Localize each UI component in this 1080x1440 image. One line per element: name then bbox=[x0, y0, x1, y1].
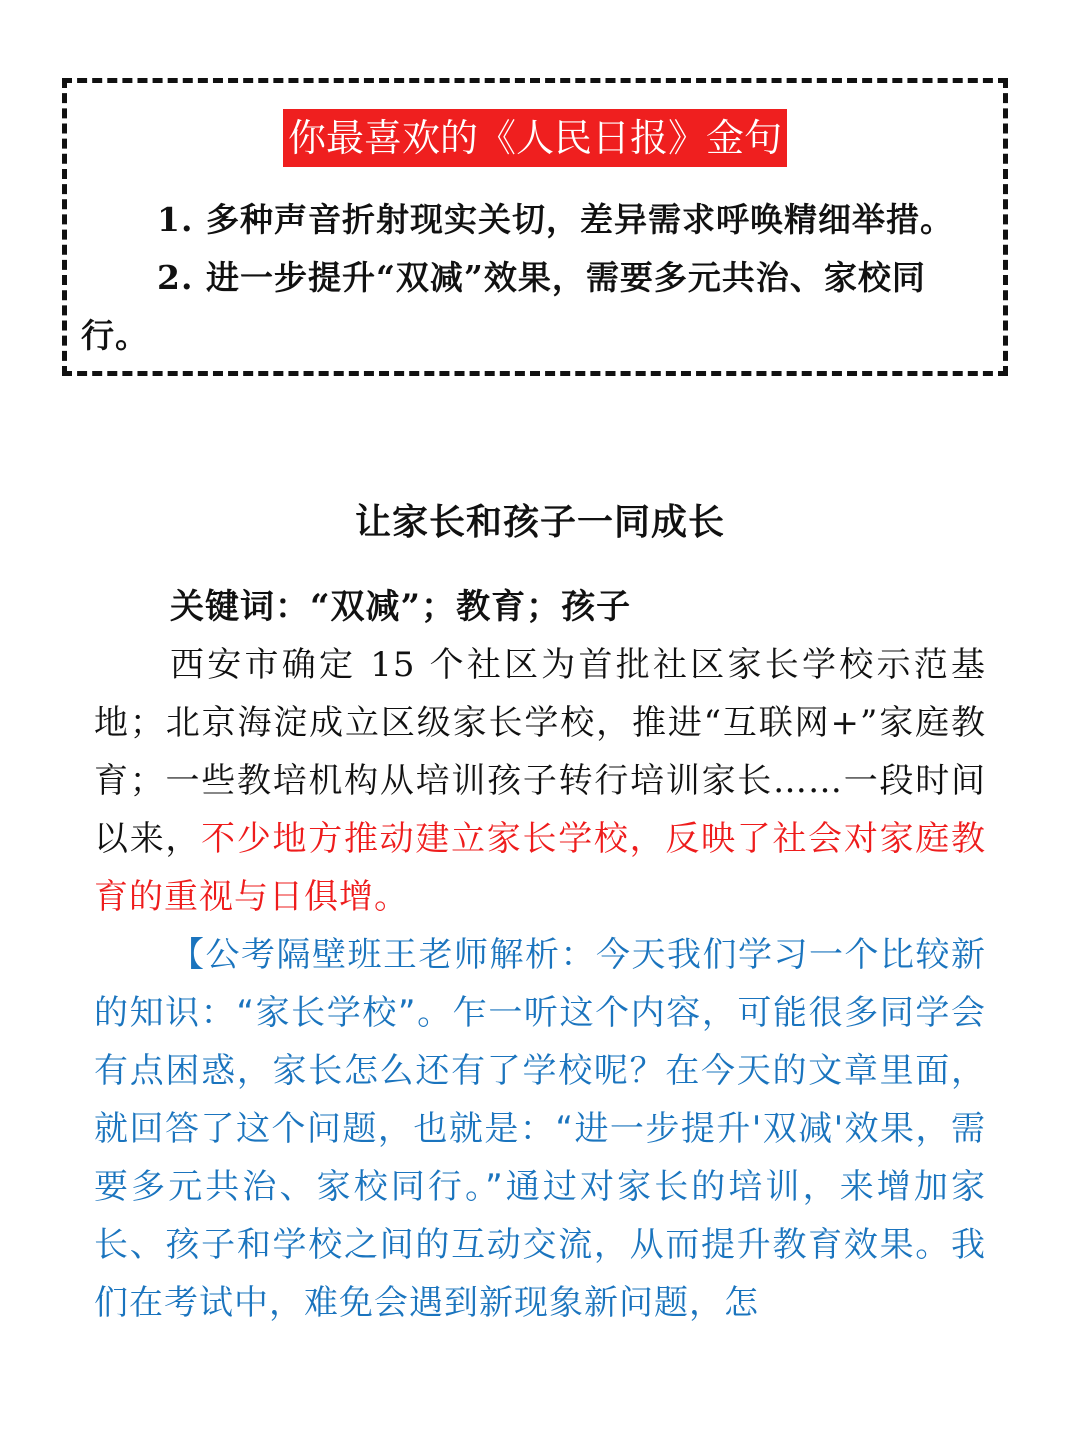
article-title: 让家长和孩子一同成长 bbox=[354, 501, 725, 543]
quote-title-wrap bbox=[67, 109, 1003, 167]
quote-item-1: 1. 多种声音折射现实关切，差异需求呼唤精细举措。 bbox=[157, 200, 954, 239]
paragraph-1-plain-text: 西安市确定 15 个社区为首批社区家长学校示范基地；北京海淀成立区级家长学校，推进“互联网+”家庭教育；一些教培机构从培训孩子转行培训家长……一段时间以来， bbox=[94, 645, 986, 859]
quote-list bbox=[81, 191, 989, 365]
quote-title: 你最喜欢的《人民日报》金句 bbox=[283, 109, 787, 167]
article-paragraph-1 bbox=[94, 636, 986, 926]
teacher-analysis-paragraph: 【公考隔壁班王老师解析：今天我们学习一个比较新的知识：“家长学校”。乍一听这个内容，可能很多同学会有点困惑，家长怎么还有了学校呢？在今天的文章里面，就回答了这个问题，也就是：“进一步提升'双减'效果，需要多元共治、家校同行。”通过对家长的培训，来增加家长、孩子和学校之间的互动交流，从而提升教育效果。我们在考试中，难免会遇到新现象新问题，怎 bbox=[94, 935, 986, 1323]
paragraph-1-highlight-text: 不少地方推动建立家长学校，反映了社会对家庭教育的重视与日俱增。 bbox=[94, 819, 986, 917]
quote-item-2: 2. 进一步提升“双减”效果，需要多元共治、家校同行。 bbox=[81, 258, 926, 355]
golden-quote-box bbox=[62, 78, 1008, 376]
keywords-line: 关键词：“双减”；教育；孩子 bbox=[170, 587, 632, 627]
article-body bbox=[94, 578, 986, 1332]
